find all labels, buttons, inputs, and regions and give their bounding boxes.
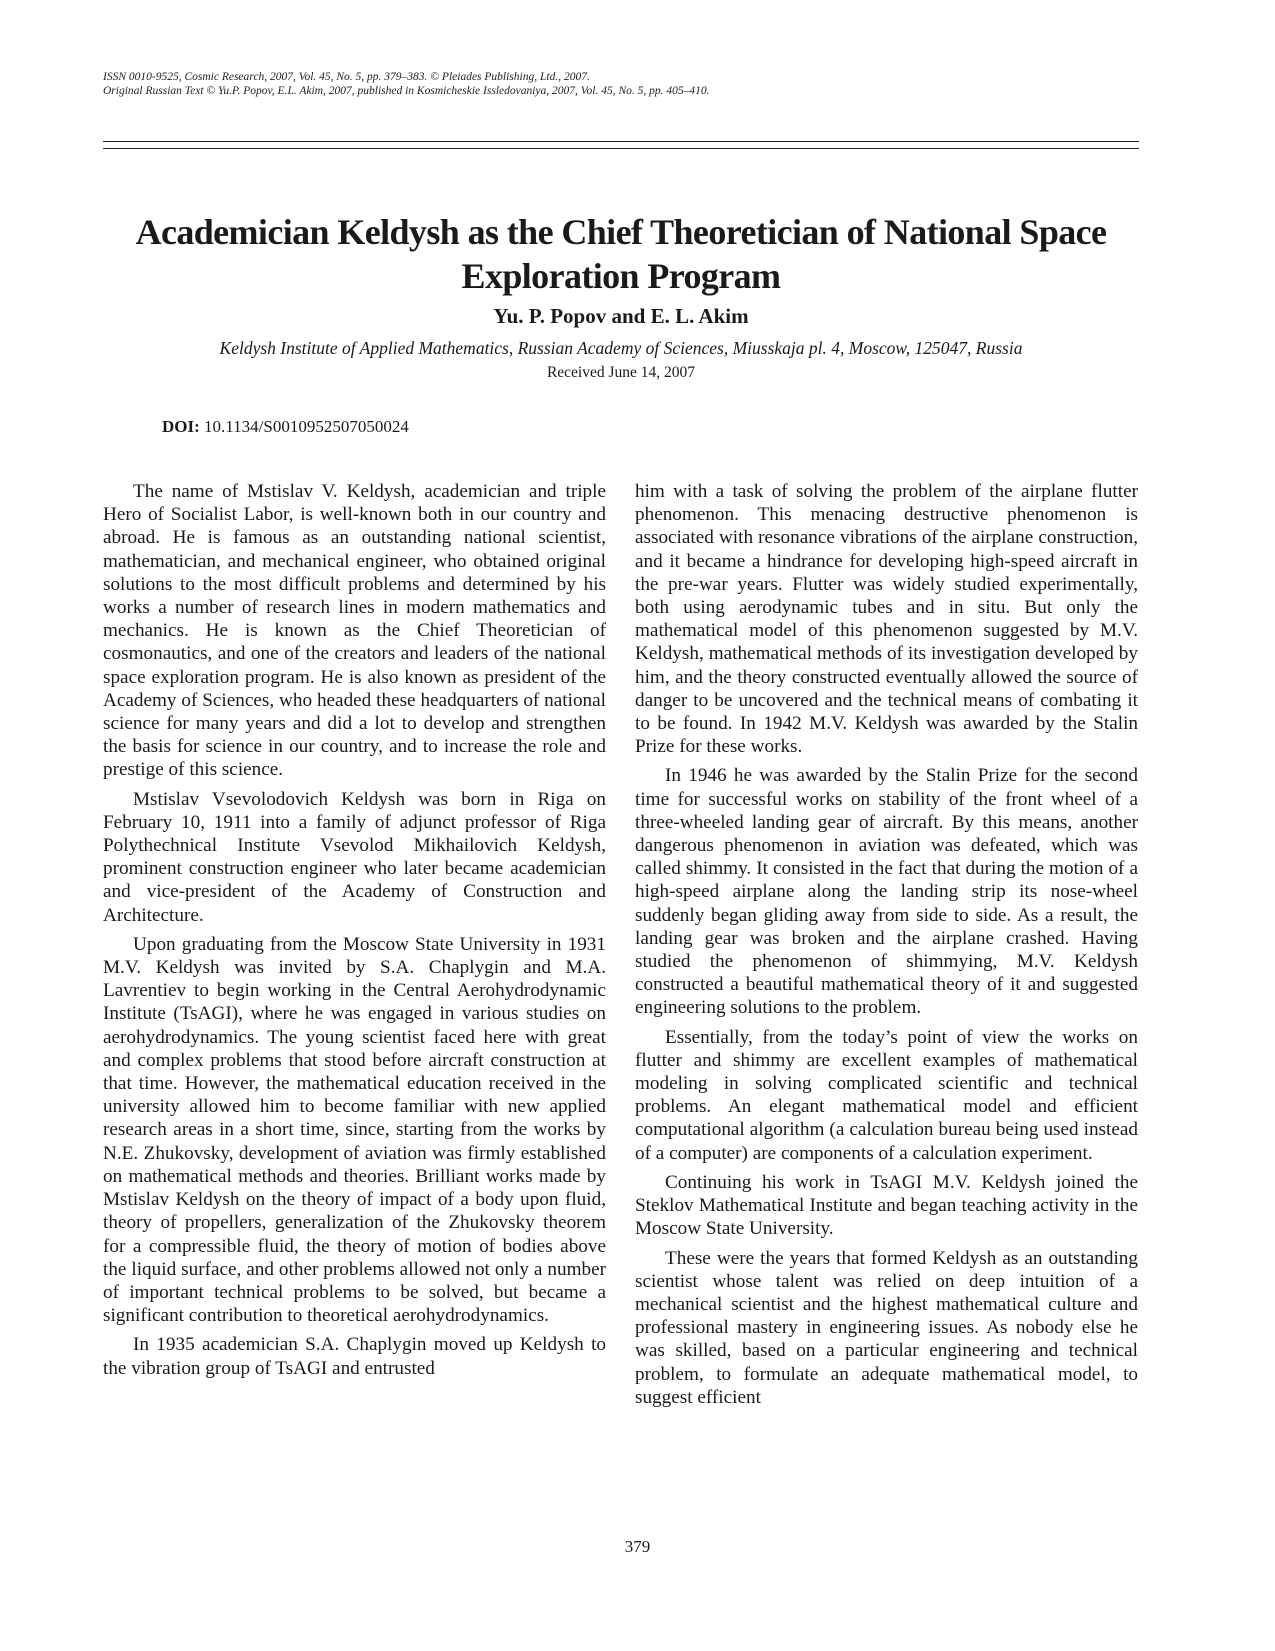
journal-citation: ISSN 0010-9525, Cosmic Research, 2007, Vol. 45, No. 5, pp. 379–383. © Pleiades Publishing, Ltd., 2007. bbox=[103, 71, 590, 83]
paragraph: The name of Mstislav V. Keldysh, academician and triple Hero of Socialist Labor, is well-known both in our country and abroad. He is famous as an outstanding national scientist, mathematician, and mechanical engineer, who obtained original solutions to the most difficult problems and determined by his works a number of research lines in modern mathematics and mechanics. He is known as the Chief Theoretician of cosmonautics, and one of the creators and leaders of the national space exploration program. He is also known as president of the Academy of Sciences, who headed these headquarters of national science for many years and did a lot to develop and strengthen the basis for science in our country, and to increase the role and prestige of this science. bbox=[103, 481, 606, 781]
original-text-citation: Original Russian Text © Yu.P. Popov, E.L. Akim, 2007, published in Kosmicheskie Issledovaniya, 2007, Vol. 45, No. 5, pp. 405–410. bbox=[103, 85, 710, 97]
paragraph: Continuing his work in TsAGI M.V. Keldysh joined the Steklov Mathematical Institute and began teaching activity in the Moscow State University. bbox=[635, 1171, 1138, 1240]
body-column-right bbox=[635, 480, 1138, 1415]
article-title-line-1: Academician Keldysh as the Chief Theoretician of National Space bbox=[135, 212, 1107, 252]
paragraph: In 1946 he was awarded by the Stalin Prize for the second time for successful works on stability of the front wheel of a three-wheeled landing gear of aircraft. By this means, another dangerous phenomenon in aviation was defeated, which was called shimmy. It consisted in the fact that during the motion of a high-speed airplane along the landing strip its nose-wheel suddenly began gliding away from side to side. As a result, the landing gear was broken and the airplane crashed. Having studied the phenomenon of shimmying, M.V. Keldysh constructed a beautiful mathematical theory of it and suggested engineering solutions to the problem. bbox=[635, 765, 1138, 1019]
author-affiliation: Keldysh Institute of Applied Mathematics, Russian Academy of Sciences, Miusskaja pl. 4, Moscow, 125047, Russia bbox=[219, 338, 1023, 358]
doi bbox=[162, 416, 409, 437]
doi-value: 10.1134/S0010952507050024 bbox=[204, 417, 409, 436]
paragraph: Essentially, from the today’s point of view the works on flutter and shimmy are excellent examples of mathematical modeling in solving complicated scientific and technical problems. An elegant mathematical model and efficient computational algorithm (a calculation bureau being used instead of a computer) are components of a calculation experiment. bbox=[635, 1026, 1138, 1164]
article-authors: Yu. P. Popov and E. L. Akim bbox=[493, 304, 749, 328]
body-column-left bbox=[103, 480, 606, 1386]
article-title-line-2: Exploration Program bbox=[461, 256, 781, 296]
paragraph: In 1935 academician S.A. Chaplygin moved up Keldysh to the vibration group of TsAGI and entrusted bbox=[103, 1334, 606, 1379]
doi-label: DOI: bbox=[162, 417, 200, 436]
received-date: Received June 14, 2007 bbox=[546, 364, 696, 381]
paragraph: These were the years that formed Keldysh as an outstanding scientist whose talent was relied on deep intuition of a mechanical scientist and the highest mathematical culture and professional mastery in engineering issues. As nobody else he was skilled, based on a particular engineering and technical problem, to formulate an adequate mathematical model, to suggest efficient bbox=[635, 1247, 1138, 1408]
paragraph-continued: him with a task of solving the problem of the airplane flutter phenomenon. This menacing destructive phenomenon is associated with resonance vibrations of the airplane construction, and it became a hindrance for developing high-speed aircraft in the pre-war years. Flutter was widely studied experimentally, both using aerodynamic tubes and in situ. But only the mathematical model of this phenomenon suggested by M.V. Keldysh, mathematical methods of its investigation developed by him, and the theory constructed eventually allowed the source of danger to be uncovered and the technical means of combating it to be found. In 1942 M.V. Keldysh was awarded by the Stalin Prize for these works. bbox=[635, 481, 1138, 758]
header-rule-bottom bbox=[103, 148, 1139, 149]
paragraph: Mstislav Vsevolodovich Keldysh was born in Riga on February 10, 1911 into a family of adjunct professor of Riga Polythechnical Institute Vsevolod Mikhailovich Keldysh, prominent construction engineer who later became academician and vice-president of the Academy of Construction and Architecture. bbox=[103, 788, 606, 926]
journal-header bbox=[103, 70, 1153, 98]
paragraph: Upon graduating from the Moscow State University in 1931 M.V. Keldysh was invited by S.A. Chaplygin and M.A. Lavrentiev to begin working in the Central Aerohydrodynamic Institute (TsAGI), where he was engaged in various studies on aerohydrodynamics. The young scientist faced here with great and complex problems that stood before aircraft construction at that time. However, the mathematical education received in the university allowed him to become familiar with new applied research areas in a short time, since, starting from the works by N.E. Zhukovsky, development of aviation was firmly established on mathematical methods and theories. Brilliant works made by Mstislav Keldysh on the theory of impact of a body upon fluid, theory of propellers, generalization of the Zhukovsky theorem for a compressible fluid, the theory of motion of bodies above the liquid surface, and other problems allowed not only a number of important technical problems to be solved, but became a significant contribution to theoretical aerohydrodynamics. bbox=[103, 933, 606, 1327]
page-number: 379 bbox=[624, 1537, 651, 1556]
article-title bbox=[98, 210, 1144, 298]
header-rule-top bbox=[103, 141, 1139, 142]
